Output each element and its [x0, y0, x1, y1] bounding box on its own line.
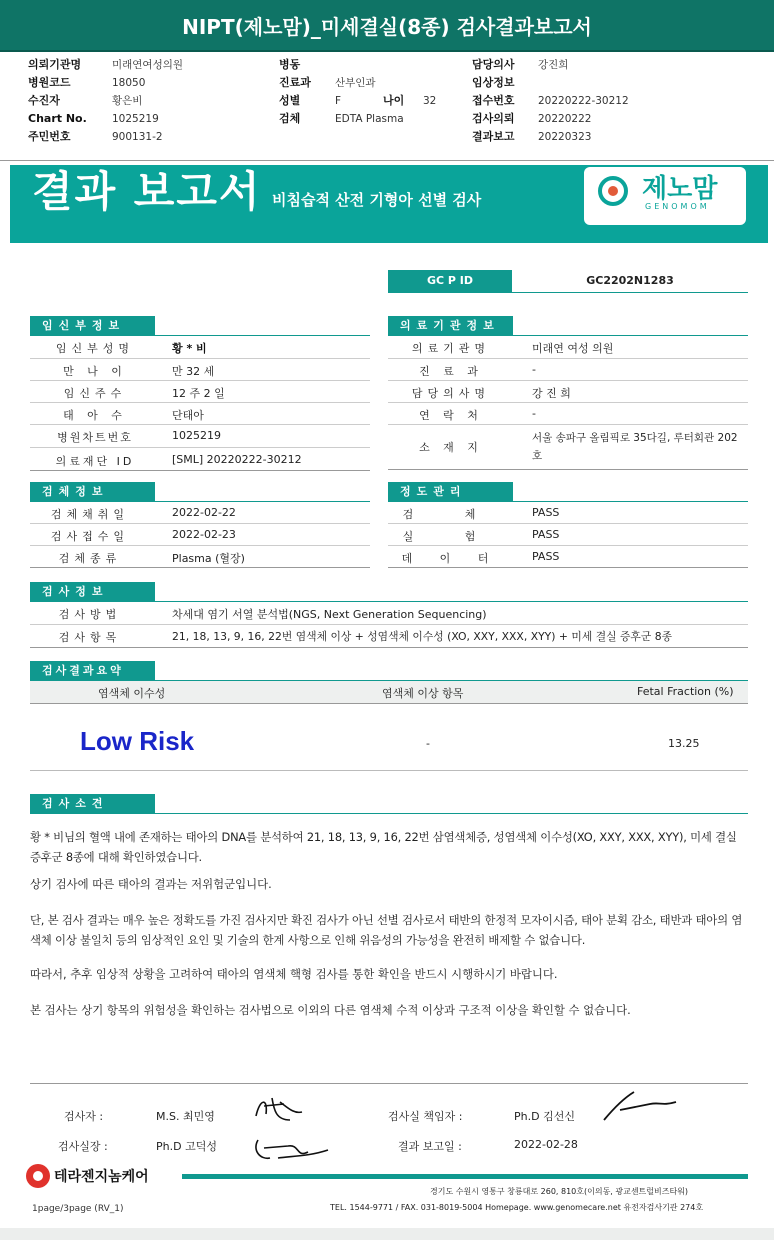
row-value: 12 주 2 일 [172, 387, 225, 400]
table-row [30, 359, 370, 381]
findings-paragraph: 따라서, 추후 임상적 상황을 고려하여 태아의 염색체 핵형 검사를 통한 확인을 반드시 시행하시기 바랍니다. [30, 967, 558, 981]
tester-signature [250, 1090, 310, 1130]
gc-rule [388, 292, 748, 293]
header-value: 20220222-30212 [538, 95, 629, 107]
lab-responsible-label: 검사실 책임자 : [388, 1110, 463, 1123]
summary-rule [30, 770, 748, 771]
header-row [279, 92, 459, 110]
table-row [388, 403, 748, 425]
row-value: 2022-02-22 [172, 506, 236, 519]
table-row [30, 602, 748, 625]
test-section-title: 검사정보 [30, 582, 155, 601]
institution-section-title: 의료기관정보 [388, 316, 513, 335]
fetal-fraction-value: 13.25 [668, 737, 700, 750]
table-row [388, 524, 748, 546]
qc-table [388, 502, 748, 568]
row-value: PASS [532, 528, 560, 541]
header-label: 병원코드 [28, 76, 71, 89]
header-label: 결과보고 [472, 130, 515, 143]
header-label: 진료과 [279, 76, 311, 89]
row-value: PASS [532, 506, 560, 519]
table-row [388, 336, 748, 359]
row-label: 임신부성명 [55, 342, 135, 355]
tester-name: M.S. 최민영 [156, 1110, 215, 1123]
lab-head-name: Ph.D 고덕성 [156, 1140, 217, 1153]
row-label: 담당의사명 [411, 387, 491, 400]
company-contact: TEL. 1544-9771 / FAX. 031-8019-5004 Homepage. www.genomecare.net 유전자검사기관 274호 [330, 1203, 704, 1212]
row-value: 단태아 [172, 409, 204, 422]
header-row [472, 74, 712, 92]
logo-subtext: GENOMOM [645, 202, 710, 211]
test-table [30, 602, 748, 648]
table-row [388, 359, 748, 381]
row-value: Plasma (혈장) [172, 552, 245, 565]
lab-head-signature [248, 1130, 332, 1170]
table-row [30, 524, 370, 546]
page-number: 1page/3page (RV_1) [32, 1204, 124, 1214]
page-bottom-band [0, 1228, 774, 1240]
row-label: 검사접수일 [50, 530, 130, 543]
row-label: 태 아 수 [63, 409, 127, 422]
row-label: 실 험 [402, 530, 500, 543]
header-row [28, 74, 268, 92]
institution-table [388, 336, 748, 470]
title-rule [0, 50, 774, 52]
header-label: 검체 [279, 112, 301, 125]
table-row [30, 502, 370, 524]
table-row [388, 425, 748, 470]
header-value: 미래연여성의원 [112, 59, 184, 71]
signature-rule [30, 1083, 748, 1084]
table-row [30, 546, 370, 568]
table-row [30, 448, 370, 471]
row-label: 만 나 이 [63, 365, 127, 378]
header-row [472, 110, 712, 128]
lab-responsible-signature [600, 1088, 680, 1128]
header-label: 임상정보 [472, 76, 515, 89]
risk-result: Low Risk [80, 726, 195, 756]
header-label: 접수번호 [472, 94, 515, 107]
findings-paragraph: 단, 본 검사 결과는 매우 높은 정확도를 가진 검사지만 확진 검사가 아닌 선별 검사로서 태반의 한정적 모자이시즘, 태아 분획 감소, 태반과 태아의 염색체 이상 불일치 등의 임상적인 요인 및 기술의 한계 사항으로 인해 위음성의 가능성을 완전히 배제할 수 없습니다. [30, 913, 743, 947]
header-value: 900131-2 [112, 131, 163, 143]
header-label: 주민번호 [28, 130, 71, 143]
row-label: 임신주수 [63, 387, 127, 400]
header-value: 1025219 [112, 113, 159, 125]
row-label: 병원차트번호 [57, 431, 133, 444]
header-col-3 [472, 56, 712, 146]
row-value: 만 32 세 [172, 365, 215, 378]
header-value: F [335, 95, 342, 107]
table-row [30, 336, 370, 359]
header-label: 의뢰기관명 [28, 58, 82, 71]
banner-subtitle: 비침습적 산전 기형아 선별 검사 [272, 191, 482, 209]
logo-text: 제노맘 [642, 174, 718, 204]
row-label: 검사항목 [58, 631, 122, 644]
abnormal-items-value: - [426, 737, 430, 750]
header-row [279, 56, 459, 74]
banner-title: 결과 보고서 [32, 167, 262, 216]
header-value: 32 [423, 95, 437, 107]
header-label: 수진자 [28, 94, 60, 107]
table-row [388, 502, 748, 524]
header-label: 나이 [383, 94, 405, 107]
summary-col-header: 염색체 이수성 [98, 687, 166, 700]
header-rule [0, 160, 774, 161]
row-label: 검체채취일 [50, 508, 130, 521]
row-value: 강 진 희 [532, 387, 571, 400]
row-value: - [532, 363, 536, 376]
findings-section-title: 검사소견 [30, 794, 155, 813]
header-row [279, 110, 459, 128]
section-rule [30, 813, 748, 814]
header-value: 산부인과 [335, 77, 376, 89]
findings-paragraph: 본 검사는 상기 항목의 위험성을 확인하는 검사법으로 이외의 다른 염색체 수적 이상과 구조적 이상을 확인할 수 없습니다. [30, 1003, 631, 1017]
specimen-section-title: 검체정보 [30, 482, 155, 501]
pregnant-section-title: 임신부정보 [30, 316, 155, 335]
row-value: 미래연 여성 의원 [532, 342, 614, 355]
logo-dot-icon [608, 186, 618, 196]
row-value: [SML] 20220222-30212 [172, 453, 302, 466]
table-row [30, 381, 370, 403]
row-label: 데 이 터 [401, 552, 501, 565]
header-row [472, 56, 712, 74]
findings-paragraph: 황 * 비님의 혈액 내에 존재하는 태아의 DNA를 분석하여 21, 18, 13, 9, 16, 22번 삼염색체증, 성염색체 이수성(XO, XXY, XXX, XYY), 미세 결실 증후군 8종에 대해 확인하였습니다. [30, 830, 737, 864]
header-row [279, 74, 459, 92]
lab-responsible-name: Ph.D 김선신 [514, 1110, 575, 1123]
company-address: 경기도 수원시 영통구 창룡대로 260, 810호(이의동, 광교센트럴비즈타워) [430, 1187, 689, 1196]
summary-col-header: 염색체 이상 항목 [382, 687, 464, 700]
header-label: Chart No. [28, 112, 87, 125]
header-label: 검사의뢰 [472, 112, 515, 125]
company-name: 테라젠지놈케어 [54, 1169, 149, 1185]
header-row [28, 92, 268, 110]
findings-paragraph: 상기 검사에 따른 태아의 결과는 저위험군입니다. [30, 877, 272, 891]
gc-id-value: GC2202N1283 [586, 274, 674, 287]
row-label: 검체종류 [58, 552, 122, 565]
specimen-table [30, 502, 370, 568]
header-value: 20220222 [538, 113, 592, 125]
header-label: 성별 [279, 94, 301, 107]
header-row [28, 128, 268, 146]
row-label: 연 락 처 [419, 409, 483, 422]
header-col-2 [279, 56, 459, 128]
row-label: 검 체 [402, 508, 500, 521]
summary-header-row [30, 681, 748, 704]
row-value: 황 * 비 [172, 342, 207, 355]
table-row [30, 425, 370, 448]
header-row [28, 56, 268, 74]
tester-label: 검사자 : [64, 1110, 104, 1123]
company-logo-inner [33, 1171, 43, 1181]
row-label: 의료기관명 [411, 342, 491, 355]
row-value: 2022-02-23 [172, 528, 236, 541]
table-row [388, 546, 748, 568]
header-value: 18050 [112, 77, 146, 89]
header-value: 황은비 [112, 95, 143, 107]
table-row [30, 625, 748, 648]
report-date-label: 결과 보고일 : [398, 1140, 462, 1153]
row-value: 21, 18, 13, 9, 16, 22번 염색체 이상 + 성염색체 이수성 (XO, XXY, XXX, XYY) + 미세 결실 증후군 8종 [172, 630, 673, 643]
summary-section-title: 검사결과요약 [30, 661, 155, 680]
row-value: 서울 송파구 올림픽로 35다길, 루터회관 202 호 [532, 432, 738, 462]
pregnant-table [30, 336, 370, 471]
row-label: 검사방법 [58, 608, 122, 621]
report-title: NIPT(제노맘)_미세결실(8종) 검사결과보고서 [0, 0, 774, 50]
gc-id-label: GC P ID [388, 270, 512, 292]
header-value: 20220323 [538, 131, 592, 143]
header-label: 담당의사 [472, 58, 515, 71]
lab-head-label: 검사실장 : [58, 1140, 108, 1153]
row-value: PASS [532, 550, 560, 563]
header-row [472, 128, 712, 146]
row-label: 진 료 과 [419, 365, 483, 378]
header-row [28, 110, 268, 128]
row-label: 소 재 지 [419, 441, 483, 454]
header-value: 강진희 [538, 59, 569, 71]
row-value: - [532, 407, 536, 420]
row-value: 1025219 [172, 429, 221, 442]
footer-bar [182, 1174, 748, 1179]
header-label: 병동 [279, 58, 301, 71]
header-col-1 [28, 56, 268, 146]
report-date-value: 2022-02-28 [514, 1138, 578, 1151]
header-value: EDTA Plasma [335, 113, 404, 125]
table-row [30, 403, 370, 425]
qc-section-title: 정도관리 [388, 482, 513, 501]
header-row [472, 92, 712, 110]
table-row [388, 381, 748, 403]
row-label: 의료재단 ID [55, 455, 135, 468]
summary-col-header: Fetal Fraction (%) [637, 685, 734, 698]
row-value: 차세대 염기 서열 분석법(NGS, Next Generation Sequencing) [172, 608, 487, 621]
